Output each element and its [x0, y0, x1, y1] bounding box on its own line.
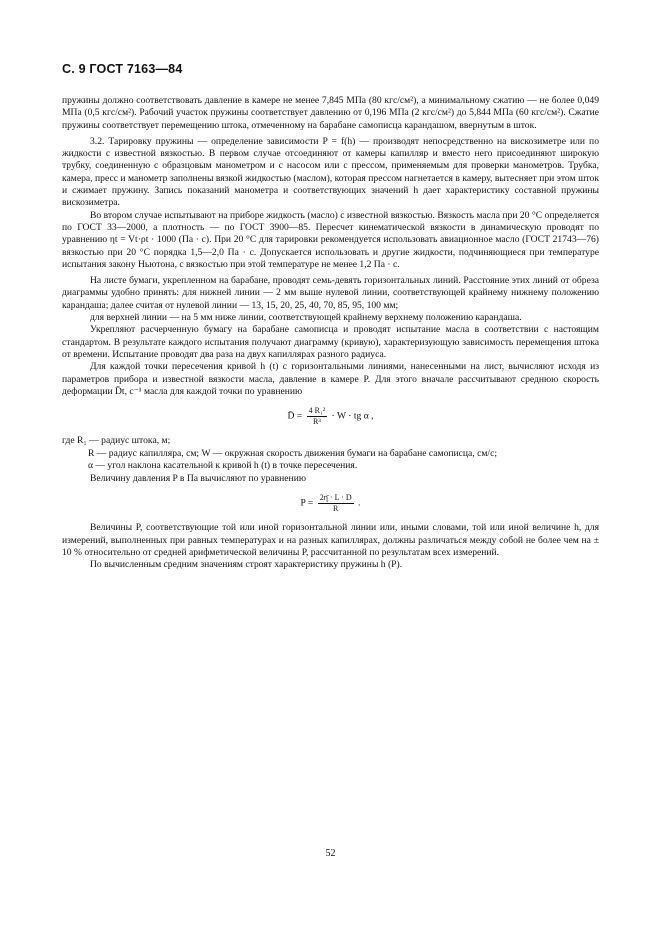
formula-lhs: P =: [300, 497, 314, 509]
formula-numerator: 4 R₁²: [308, 406, 326, 416]
definition-item: R₁ — радиус штока, м;: [77, 435, 171, 447]
paragraph: 3.2. Тарировку пружины — определение зависимости P = f(h) — производят непосредственно на вискозиметре или по жидкости с известной вязкостью. В первом случае отсоединяют от камеры капилляр и вместо него присоединяют широкую трубку, соединенную с образцовым манометром и с насосом или с прессом, применяемым для проверки манометров. Трубка, камера, пресс и манометр заполнены вязкой жидкостью (маслом), которая прессом нагнетается в камеру, вытесняет при этом шток и сжимает пружину. Запись показаний манометра и соответствующих значений h дает характеристику составной пружины вискозиметра.: [62, 135, 599, 209]
paragraph: для верхней линии — на 5 мм ниже линии, соответствующей крайнему верхнему положению карандаша.: [90, 312, 522, 324]
paragraph: Для каждой точки пересечения кривой h (t) с горизонтальными линиями, нанесенными на лист, вычисляют исходя из параметров прибора и известной вязкости масла, давление в камере P. Для этого вначале рассчитывают среднюю скорость деформации D̄t, с⁻¹ масла для каждой точки по уравнению: [62, 361, 599, 397]
paragraph: Величины P, соответствующие той или иной горизонтальной линии или, иными словами, той или иной величине h, для измерений, выполненных при равных температурах и на разных капиллярах, должны различаться между собой не более чем на ± 10 % относительно от средней арифметической величины P, рассчитанной по результатам всех измерений.: [62, 522, 599, 558]
paragraph: По вычисленным средним значениям строят характеристику пружины h (P).: [90, 559, 403, 571]
formula-rest: .: [358, 497, 361, 509]
formula-rest: · W · tg α ,: [331, 410, 374, 422]
page-number: 52: [325, 848, 336, 859]
where-lead: где: [62, 435, 75, 447]
formula-pressure: [62, 493, 599, 514]
variable-definitions: [62, 435, 599, 473]
document-body: [62, 95, 599, 571]
page-header: С. 9 ГОСТ 7163—84: [62, 62, 183, 76]
definition-item: α — угол наклона касательной к кривой h (t) в точке пересечения.: [88, 460, 358, 472]
paragraph: Во втором случае испытывают на приборе жидкость (масло) с известной вязкостью. Вязкость масла при 20 °С определяется по ГОСТ 33—2000, а плотность — по ГОСТ 3900—85. Пересчет кинематической вязкости в динамическую проводят по уравнению ηt = Vt·ρt · 1000 (Па · с). При 20 °С для тарировки рекомендуется использовать авиационное масло (ГОСТ 21743—76) вязкостью при 20 °С порядка 1,5—2,0 Па · с. Допускается использовать и другие жидкости, подчиняющиеся при температуре испытания закону Ньютона, с вязкостью при этой температуре не менее 1,2 Па · с.: [62, 209, 599, 270]
formula-denominator: R³: [313, 417, 321, 427]
formula-fraction: [307, 406, 328, 427]
definition-item: R — радиус капилляра, см; W — окружная скорость движения бумаги на барабане самописца, см/с;: [88, 447, 498, 459]
formula-numerator: 2η̄ · L · D: [319, 493, 352, 503]
formula-denominator: R: [333, 504, 339, 514]
paragraph: Величину давления P в Па вычисляют по уравнению: [90, 472, 306, 484]
formula-fraction: [318, 493, 354, 514]
formula-lhs: D̄ =: [287, 410, 303, 422]
paragraph: На листе бумаги, укрепленном на барабане, проводят семь-девять горизонтальных линий. Расстояние этих линий от обреза диаграммы удобно принять: для нижней линии — 2 мм выше нулевой линии, соответствующей крайнему нижнему положению карандаша; далее считая от нулевой линии — 13, 15, 20, 25, 40, 70, 85, 95, 100 мм;: [62, 275, 599, 311]
paragraph: Укрепляют расчерченную бумагу на барабане самописца и проводят испытание масла в соответствии с настоящим стандартом. В результате каждого испытания получают диаграмму (кривую), характеризующую зависимость перемещения штока от времени. Испытание проводят два раза на двух капиллярах разного радиуса.: [62, 324, 599, 360]
paragraph: пружины должно соответствовать давление в камере не менее 7,845 МПа (80 кгс/см²), а минимальному сжатию — не более 0,049 МПа (0,5 кгс/см²). Рабочий участок пружины соответствует давлению от 0,196 МПа (2 кгс/см²) до 5,844 МПа (60 кгс/см²). Сжатие пружины соответствует перемещению штока, отмеченному на барабане самописца карандашом, ввернутым в шток.: [62, 95, 599, 131]
formula-strain-rate: [62, 406, 599, 427]
